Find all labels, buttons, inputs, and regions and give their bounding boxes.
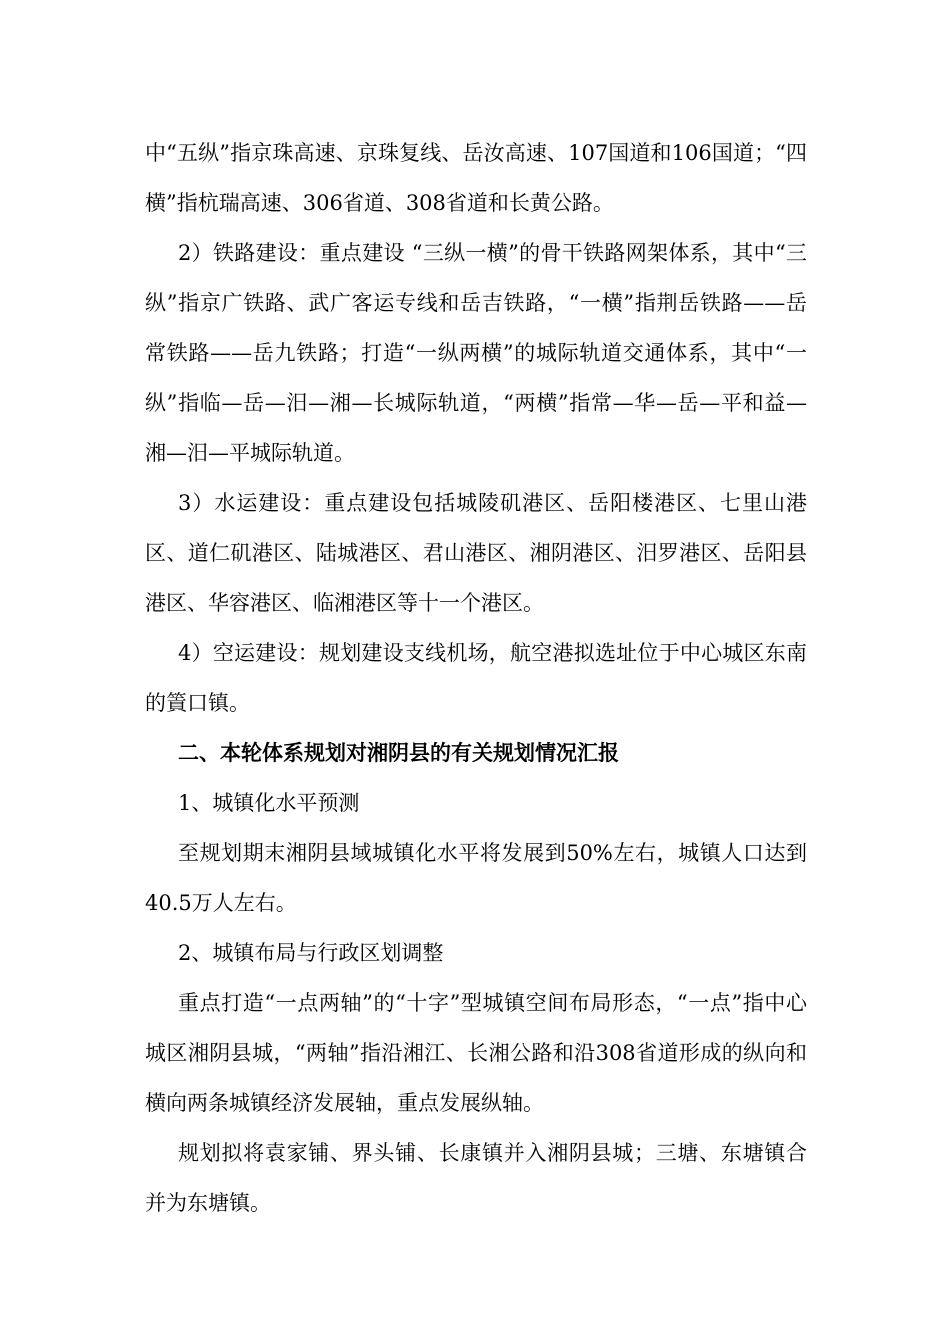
paragraph-layout: 重点打造“一点两轴”的“十字”型城镇空间布局形态，“一点”指中心城区湘阴县城，“两轴”指沿湘江、长湘公路和沿308省道形成的纵向和横向两条城镇经济发展轴，重点发展纵轴。: [145, 991, 807, 1115]
paragraph-admin-adjustment: 规划拟将袁家铺、界头铺、长康镇并入湘阴县城；三塘、东塘镇合并为东塘镇。: [145, 1141, 807, 1215]
document-body: [145, 128, 807, 1228]
paragraph-railway: 2）铁路建设：重点建设 “三纵一横”的骨干铁路网架体系，其中“三纵”指京广铁路、武广客运专线和岳吉铁路，“一横”指荆岳铁路——岳常铁路——岳九铁路；打造“一纵两横”的城际轨道交通体系，其中“一纵”指临—岳—汨—湘—长城际轨道，“两横”指常—华—岳—平和益—湘—汨—平城际轨道。: [145, 241, 807, 465]
paragraph-urbanization: 至规划期末湘阴县域城镇化水平将发展到50%左右，城镇人口达到40.5万人左右。: [145, 841, 807, 915]
paragraph-highway-continued: 中“五纵”指京珠高速、京珠复线、岳汝高速、107国道和106国道；“四横”指杭瑞高速、306省道、308省道和长黄公路。: [145, 141, 807, 215]
paragraph-airport: 4）空运建设：规划建设支线机场，航空港拟选址位于中心城区东南的篢口镇。: [145, 641, 807, 715]
section-heading: 二、本轮体系规划对湘阴县的有关规划情况汇报: [178, 740, 619, 765]
subheading-layout: 2、城镇布局与行政区划调整: [178, 941, 444, 965]
subheading-urbanization: 1、城镇化水平预测: [178, 791, 360, 815]
paragraph-waterway: 3）水运建设：重点建设包括城陵矶港区、岳阳楼港区、七里山港区、道仁矶港区、陆城港区、君山港区、湘阴港区、汨罗港区、岳阳县港区、华容港区、临湘港区等十一个港区。: [145, 491, 807, 615]
